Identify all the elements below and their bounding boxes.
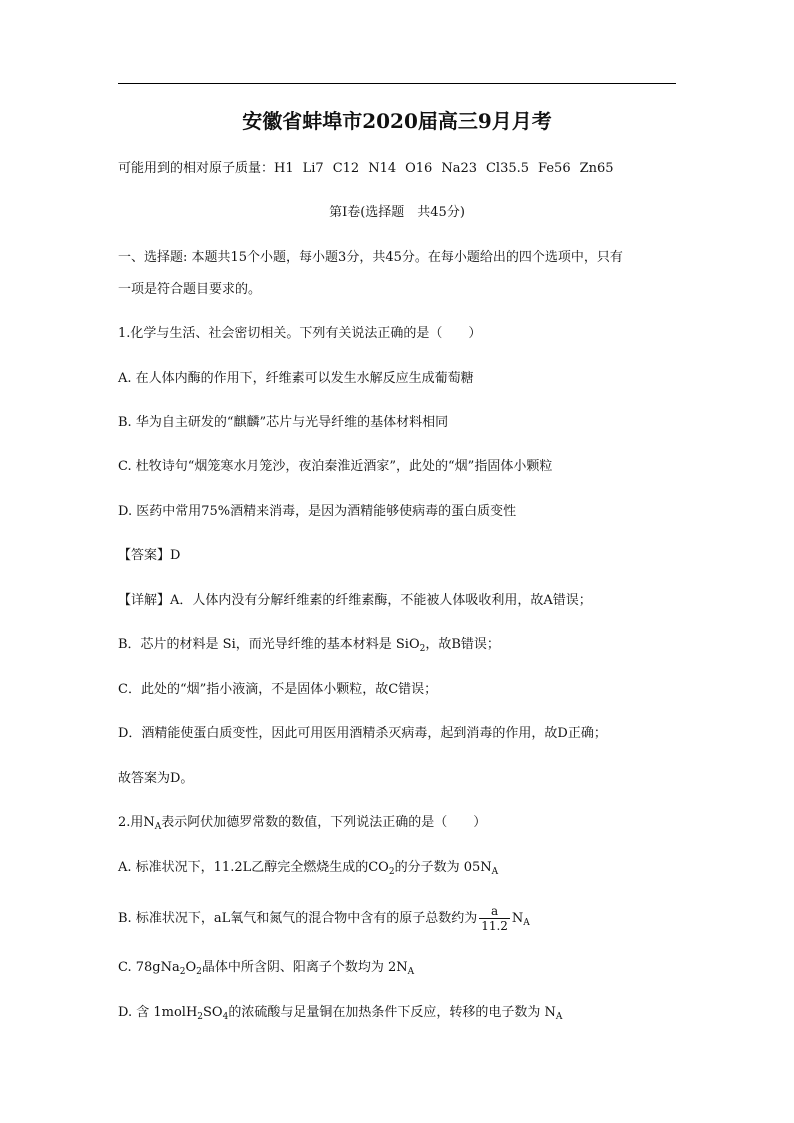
q1-explain-a: 【详解】A．人体内没有分解纤维素的纤维素酶，不能被人体吸收利用，故A错误； bbox=[118, 593, 592, 608]
mass-cl: Cl35.5 bbox=[485, 161, 530, 176]
instruction-line-2: 一项是符合题目要求的。 bbox=[118, 282, 262, 297]
q1-explain-c: C．此处的“烟”指小液滴，不是固体小颗粒，故C错误； bbox=[118, 682, 438, 697]
q1-option-a: A. 在人体内酶的作用下，纤维素可以发生水解反应生成葡萄糖 bbox=[118, 371, 474, 386]
subscript: 2 bbox=[197, 1012, 204, 1022]
q2-option-c-text: C. 78gNa bbox=[118, 960, 180, 975]
q1-explain-b bbox=[118, 636, 500, 654]
q2-stem bbox=[118, 814, 486, 832]
q1-explain-d: D．酒精能使蛋白质变性，因此可用医用酒精杀灭病毒，起到消毒的作用，故D正确； bbox=[118, 726, 607, 741]
mass-c: C12 bbox=[332, 161, 360, 176]
q1-answer: 【答案】D bbox=[118, 548, 181, 563]
subscript: 4 bbox=[222, 1012, 229, 1022]
q1-stem: 1.化学与生活、社会密切相关。下列有关说法正确的是（ ） bbox=[118, 326, 482, 341]
q2-option-c-mid: 晶体中所含阴、阳离子个数均为 2N bbox=[201, 960, 408, 975]
q2-stem-text: 2.用N bbox=[118, 815, 155, 830]
q2-option-a-text: A. 标准状况下，11.2L乙醇完全燃烧生成的CO bbox=[118, 860, 389, 875]
q2-option-d-so: SO bbox=[203, 1005, 223, 1020]
mass-h: H1 bbox=[274, 161, 294, 176]
mass-li: Li7 bbox=[302, 161, 324, 176]
q2-option-d bbox=[118, 1004, 562, 1022]
q2-option-a bbox=[118, 859, 498, 877]
subscript: 2 bbox=[419, 644, 426, 654]
fraction-denominator: 11.2 bbox=[481, 918, 508, 933]
atomic-masses-label: 可能用到的相对原子质量： bbox=[118, 161, 275, 176]
fraction-numerator: a bbox=[479, 905, 510, 919]
subscript: 2 bbox=[388, 867, 395, 877]
header-rule bbox=[118, 83, 676, 84]
subscript: A bbox=[154, 822, 162, 832]
q2-option-a-mid: 的分子数为 05N bbox=[394, 860, 492, 875]
subscript: A bbox=[491, 867, 499, 877]
mass-n: N14 bbox=[368, 161, 397, 176]
q1-explain-b-tail: ，故B错误； bbox=[425, 637, 500, 652]
mass-zn: Zn65 bbox=[579, 161, 614, 176]
q2-option-d-text: D. 含 1molH bbox=[118, 1005, 198, 1020]
q1-option-d: D. 医药中常用75%酒精来消毒，是因为酒精能够使病毒的蛋白质变性 bbox=[118, 504, 517, 519]
subscript: A bbox=[407, 967, 415, 977]
q1-conclusion: 故答案为D。 bbox=[118, 771, 194, 786]
subscript: A bbox=[523, 918, 530, 928]
q2-option-c-o: O bbox=[185, 960, 197, 975]
subscript: 2 bbox=[196, 967, 202, 977]
q2-option-b-text: B. 标准状况下，aL氧气和氮气的混合物中含有的原子总数约为 bbox=[118, 911, 478, 926]
fraction bbox=[479, 905, 510, 933]
atomic-masses-line bbox=[118, 160, 623, 178]
q2-option-c bbox=[118, 959, 414, 977]
q2-option-b-tail: N bbox=[511, 911, 524, 926]
q1-option-b: B. 华为自主研发的“麒麟”芯片与光导纤维的基体材料相同 bbox=[118, 415, 449, 430]
q2-stem-tail: 表示阿伏加德罗常数的数值，下列说法正确的是（ ） bbox=[161, 815, 487, 830]
q1-option-c: C. 杜牧诗句“烟笼寒水月笼沙，夜泊秦淮近酒家”，此处的“烟”指固体小颗粒 bbox=[118, 459, 553, 474]
subscript: 2 bbox=[179, 967, 186, 977]
q2-option-b bbox=[118, 904, 530, 934]
subscript: A bbox=[555, 1012, 563, 1022]
section-title: 第I卷(选择题 共45分) bbox=[329, 205, 465, 220]
mass-o: O16 bbox=[405, 161, 433, 176]
mass-na: Na23 bbox=[441, 161, 477, 176]
q2-option-d-mid: 的浓硫酸与足量铜在加热条件下反应，转移的电子数为 N bbox=[228, 1005, 556, 1020]
instruction-line-1: 一、选择题: 本题共15个小题，每小题3分，共45分。在每小题给出的四个选项中，只有 bbox=[118, 250, 623, 265]
page-title: 安徽省蚌埠市2020届高三9月月考 bbox=[242, 109, 552, 133]
mass-fe: Fe56 bbox=[538, 161, 571, 176]
q1-explain-b-text: B．芯片的材料是 Si，而光导纤维的基本材料是 SiO bbox=[118, 637, 420, 652]
